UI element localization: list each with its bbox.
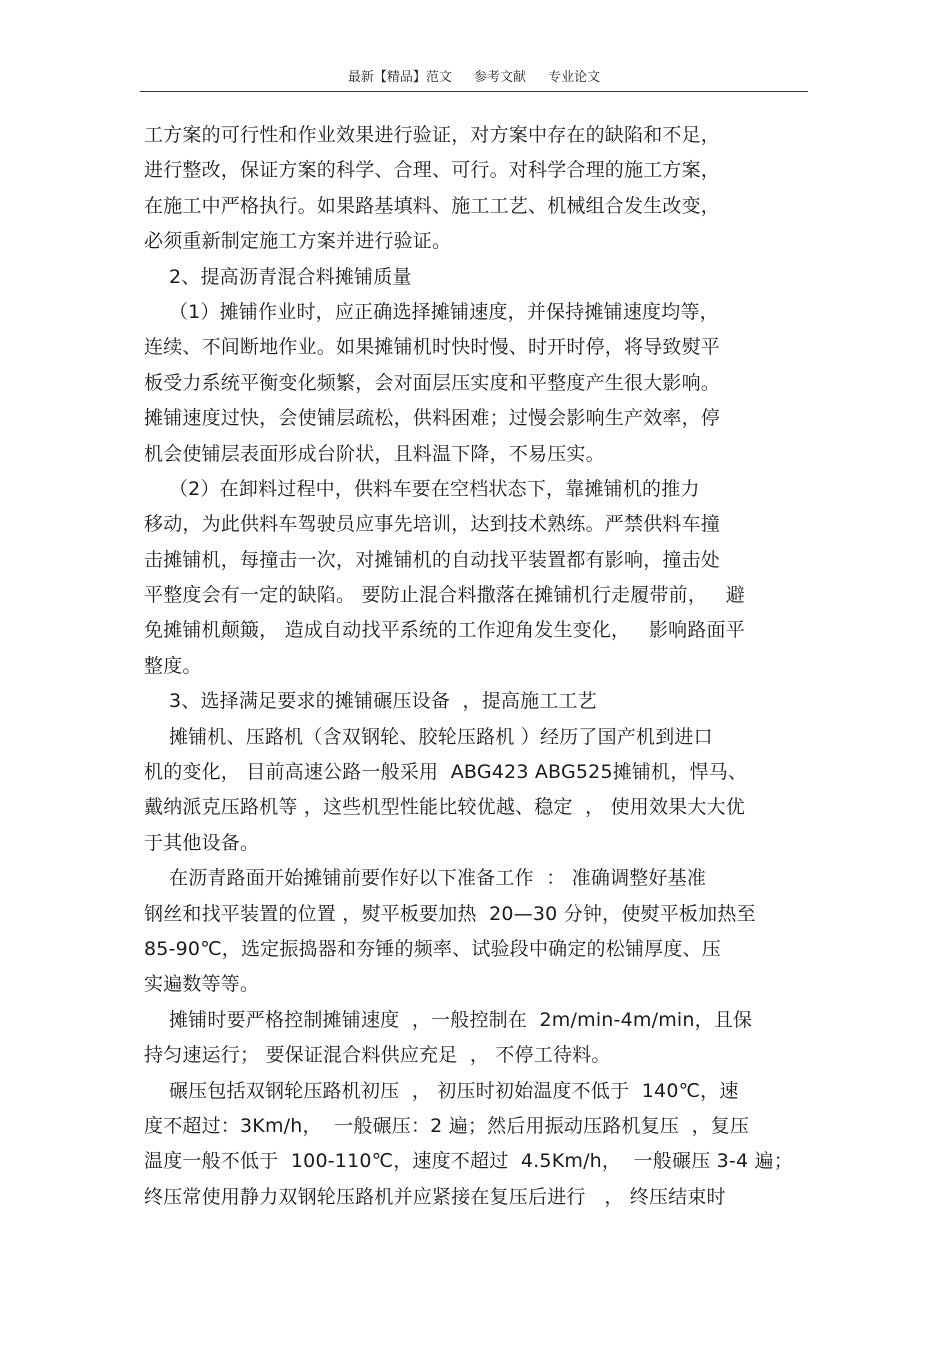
text-line: 持匀速运行； 要保证混合料供应充足 ， 不停工待料。 (144, 1044, 611, 1067)
text-line: 于其他设备。 (144, 831, 260, 854)
text-line: 连续、不间断地作业。如果摊铺机时快时慢、时开时停，将导致熨平 (144, 336, 721, 359)
text-line: 温度一般不低于 100-110℃，速度不超过 4.5Km/h， 一般碾压 3-4 遍； (144, 1150, 793, 1173)
text-line: 在施工中严格执行。如果路基填料、施工工艺、机械组合发生改变， (144, 194, 721, 217)
section-heading-2: 2、提高沥青混合料摊铺质量 (144, 265, 412, 288)
text-line: 击摊铺机，每撞击一次，对摊铺机的自动找平装置都有影响，撞击处 (144, 548, 721, 571)
text-line: 终压常使用静力双钢轮压路机并应紧接在复压后进行 ， 终压结束时 (144, 1185, 726, 1208)
text-line: 摊铺时要严格控制摊铺速度 ，一般控制在 2m/min-4m/min，且保 (144, 1008, 753, 1031)
text-line: 碾压包括双钢轮压路机初压 ， 初压时初始温度不低于 140℃，速 (144, 1079, 739, 1102)
text-line: 进行整改，保证方案的科学、合理、可行。对科学合理的施工方案， (144, 159, 721, 182)
page-header (140, 66, 808, 85)
text-line: 整度。 (144, 654, 202, 677)
header-item-latest: 最新【精品】范文 (347, 70, 452, 85)
text-line: （1）摊铺作业时，应正确选择摊铺速度，并保持摊铺速度均等， (144, 300, 719, 323)
text-line: 平整度会有一定的缺陷。 要防止混合料撒落在摊铺机行走履带前， 避 (144, 584, 745, 607)
text-line: 在沥青路面开始摊铺前要作好以下准备工作 ： 准确调整好基准 (144, 867, 707, 890)
text-line: 实遍数等等。 (144, 973, 260, 996)
text-line: 85-90℃，选定振捣器和夯锤的频率、试验段中确定的松铺厚度、压 (144, 937, 721, 960)
text-line: 免摊铺机颠簸， 造成自动找平系统的工作迎角发生变化， 影响路面平 (144, 619, 745, 642)
text-line: 必须重新制定施工方案并进行验证。 (144, 230, 452, 253)
header-divider (140, 91, 808, 92)
text-line: 钢丝和找平装置的位置 ，熨平板要加热 20—30 分钟，使熨平板加热至 (144, 902, 756, 925)
text-line: 移动，为此供料车驾驶员应事先培训，达到技术熟练。严禁供料车撞 (144, 513, 721, 536)
document-body (144, 118, 810, 1215)
text-line: 机会使铺层表面形成台阶状，且料温下降，不易压实。 (144, 442, 605, 465)
text-line: 板受力系统平衡变化频繁，会对面层压实度和平整度产生很大影响。 (144, 371, 721, 394)
text-line: 工方案的可行性和作业效果进行验证，对方案中存在的缺陷和不足， (144, 124, 721, 146)
text-line: 摊铺机、压路机（含双钢轮、胶轮压路机 ）经历了国产机到进口 (144, 725, 713, 748)
header-item-references: 参考文献 (473, 70, 526, 85)
section-heading-3: 3、选择满足要求的摊铺碾压设备 ，提高施工工艺 (144, 690, 597, 713)
text-line: 度不超过：3Km/h， 一般碾压：2 遍；然后用振动压路机复压 ，复压 (144, 1114, 750, 1137)
text-line: 机的变化， 目前高速公路一般采用 ABG423 ABG525摊铺机，悍马、 (144, 761, 748, 784)
text-line: 戴纳派克压路机等 ，这些机型性能比较优越、稳定 ， 使用效果大大优 (144, 796, 745, 819)
text-line: （2）在卸料过程中，供料车要在空档状态下，靠摊铺机的推力 (144, 477, 700, 500)
header-item-papers: 专业论文 (548, 70, 601, 85)
text-line: 摊铺速度过快，会使铺层疏松，供料困难；过慢会影响生产效率，停 (144, 407, 721, 430)
